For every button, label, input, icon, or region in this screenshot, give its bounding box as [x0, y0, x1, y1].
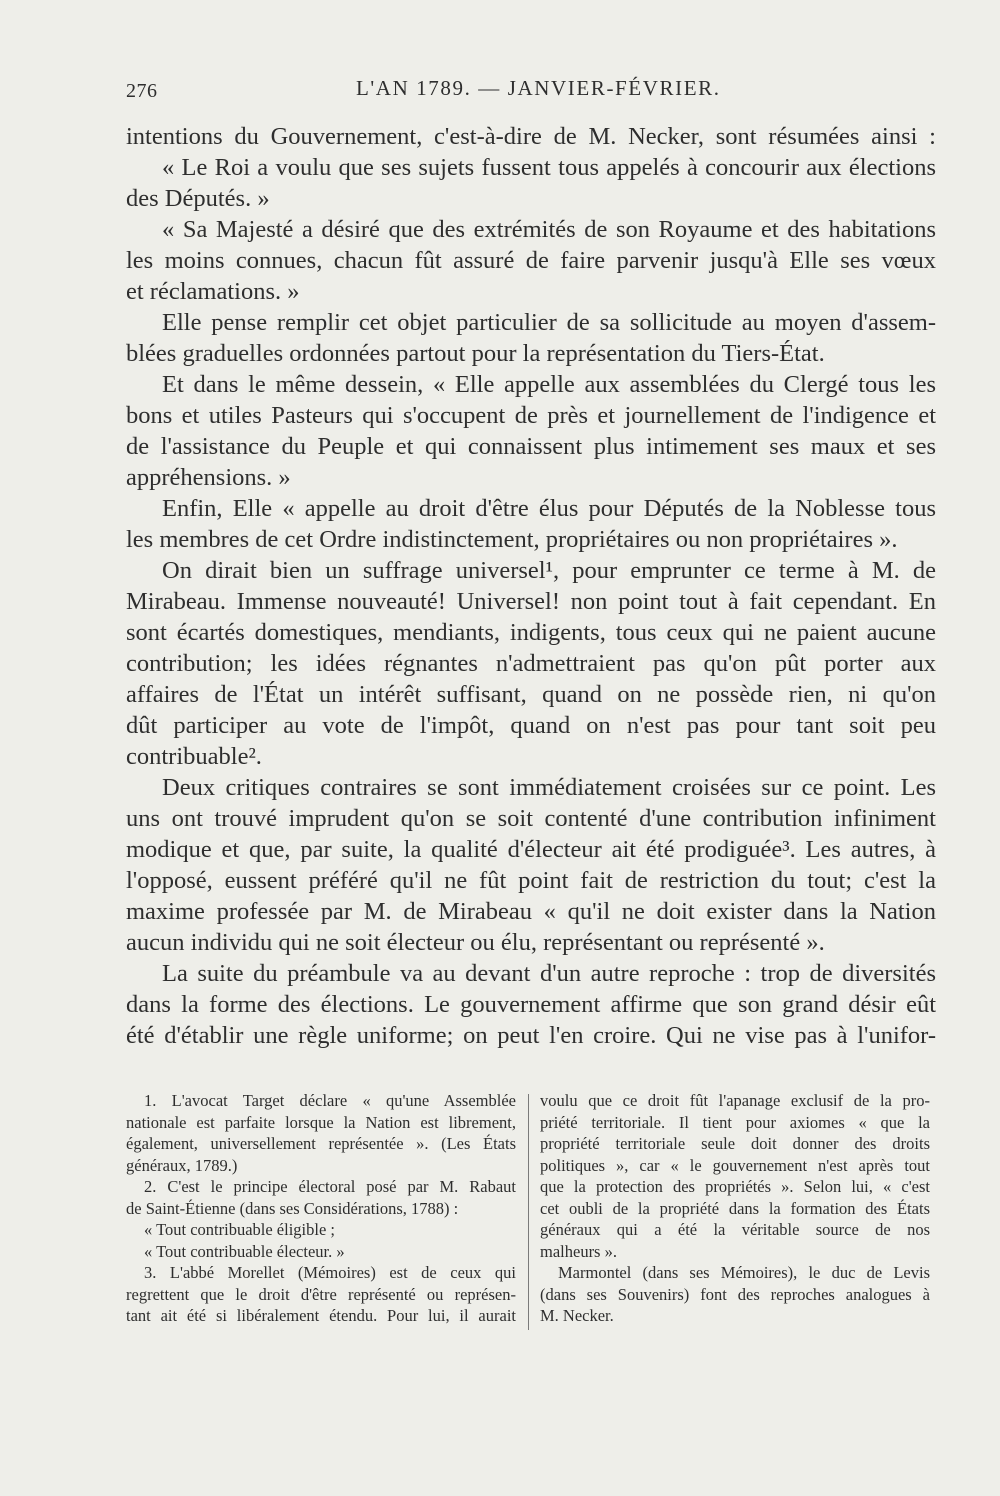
text-line: On dirait bien un suffrage universel¹, pour emprunter ce terme à M. de — [162, 557, 936, 584]
footnote-line: « Tout contribuable électeur. » — [144, 1241, 345, 1261]
text-line: La suite du préambule va au devant d'un autre reproche : trop de diversités — [162, 960, 936, 987]
footnote-line: priété territoriale. Il tient pour axiomes « que la — [540, 1112, 930, 1132]
footnote-line: propriété territoriale seule doit donner des droits — [540, 1134, 930, 1153]
text-line: « Sa Majesté a désiré que des extrémités de son Royaume et des habitations — [162, 216, 936, 243]
footnote-line: Marmontel (dans ses Mémoires), le duc de Levis — [558, 1263, 930, 1282]
text-line: dans la forme des élections. Le gouvernement affirme que son grand désir eût — [126, 991, 936, 1018]
text-line: les membres de cet Ordre indistinctement, propriétaires ou non propriétaires ». — [126, 526, 898, 553]
text-line: Enfin, Elle « appelle au droit d'être élus pour Députés de la Noblesse tous — [162, 495, 936, 522]
footnote-line: généraux qui a été la véritable source de nos — [540, 1220, 930, 1239]
footnote-line: cet oubli de la propriété dans la formation des États — [540, 1198, 930, 1218]
footnote-line: 2. C'est le principe électoral posé par M. Rabaut — [144, 1177, 516, 1196]
footnote-line: également, universellement représentée ». (Les États — [126, 1134, 516, 1153]
footnotes-right-column — [540, 1090, 930, 1327]
footnote-line: de Saint-Étienne (dans ses Considérations, 1788) : — [126, 1198, 459, 1218]
text-line: été d'établir une règle uniforme; on peut l'en croire. Qui ne vise pas à l'unifor- — [126, 1022, 936, 1049]
text-line: dût participer au vote de l'impôt, quand on n'est pas pour tant soit peu — [126, 712, 936, 739]
footnote-line: 3. L'abbé Morellet (Mémoires) est de ceux qui — [144, 1263, 516, 1282]
page-header — [126, 74, 936, 110]
text-line: appréhensions. » — [126, 464, 291, 491]
text-line: modique et que, par suite, la qualité d'électeur ait été prodiguée³. Les autres, à — [126, 836, 936, 863]
text-line: blées graduelles ordonnées partout pour la représentation du Tiers-État. — [126, 340, 825, 367]
text-line: Deux critiques contraires se sont immédiatement croisées sur ce point. Les — [162, 774, 936, 801]
footnote-line: voulu que ce droit fût l'apanage exclusif de la pro- — [540, 1091, 930, 1110]
column-divider — [528, 1094, 529, 1330]
footnote-line: 1. L'avocat Target déclare « qu'une Assemblée — [144, 1091, 516, 1110]
footnote-line: généraux, 1789.) — [126, 1155, 238, 1175]
text-line: aucun individu qui ne soit électeur ou élu, représentant ou représenté ». — [126, 929, 825, 956]
text-line: contribution; les idées régnantes n'admettraient pas qu'on pût porter aux — [126, 650, 936, 677]
text-line: contribuable². — [126, 743, 262, 770]
text-line: de l'assistance du Peuple et qui connaissent plus intimement ses maux et ses — [126, 433, 936, 460]
footnote-line: politiques », car « le gouvernement n'est après tout — [540, 1155, 930, 1175]
text-line: Elle pense remplir cet objet particulier de sa sollicitude au moyen d'assem- — [162, 309, 936, 336]
footnote-line: que la protection des propriétés ». Selon lui, « c'est — [540, 1177, 930, 1196]
text-line: sont écartés domestiques, mendiants, indigents, tous ceux qui ne paient aucune — [126, 619, 936, 646]
footnote-line: « Tout contribuable éligible ; — [144, 1220, 335, 1239]
text-line: intentions du Gouvernement, c'est-à-dire de M. Necker, sont résumées ainsi : — [126, 123, 936, 150]
text-line: bons et utiles Pasteurs qui s'occupent de près et journellement de l'indigence et — [126, 402, 936, 429]
text-line: l'opposé, eussent préféré qu'il ne fût point fait de restriction du tout; c'est la — [126, 867, 936, 894]
text-line: Mirabeau. Immense nouveauté! Universel! non point tout à fait cependant. En — [126, 588, 936, 615]
footnote-line: regrettent que le droit d'être représenté ou représen- — [126, 1284, 516, 1304]
footnote-line: malheurs ». — [540, 1241, 617, 1261]
text-line: et réclamations. » — [126, 278, 300, 305]
text-line: uns ont trouvé imprudent qu'on se soit contenté d'une contribution infiniment — [126, 805, 936, 832]
page-number: 276 — [126, 80, 158, 102]
text-line: les moins connues, chacun fût assuré de faire parvenir jusqu'à Elle ses vœux — [126, 247, 936, 274]
main-text — [126, 121, 936, 1051]
text-line: des Députés. » — [126, 185, 270, 212]
footnote-line: nationale est parfaite lorsque la Nation est librement, — [126, 1112, 516, 1132]
footnote-line: M. Necker. — [540, 1306, 614, 1325]
text-line: « Le Roi a voulu que ses sujets fussent tous appelés à concourir aux élections — [162, 154, 936, 181]
text-line: Et dans le même dessein, « Elle appelle aux assemblées du Clergé tous les — [162, 371, 936, 398]
footnote-line: tant ait été si libéralement étendu. Pour lui, il aurait — [126, 1306, 516, 1325]
running-title: L'AN 1789. — JANVIER-FÉVRIER. — [356, 76, 721, 100]
text-line: affaires de l'État un intérêt suffisant, quand on ne possède rien, ni qu'on — [126, 681, 936, 708]
footnote-line: (dans ses Souvenirs) font des reproches analogues à — [540, 1284, 930, 1304]
footnotes-left-column — [126, 1090, 516, 1327]
text-line: maxime professée par M. de Mirabeau « qu'il ne doit exister dans la Nation — [126, 898, 936, 925]
